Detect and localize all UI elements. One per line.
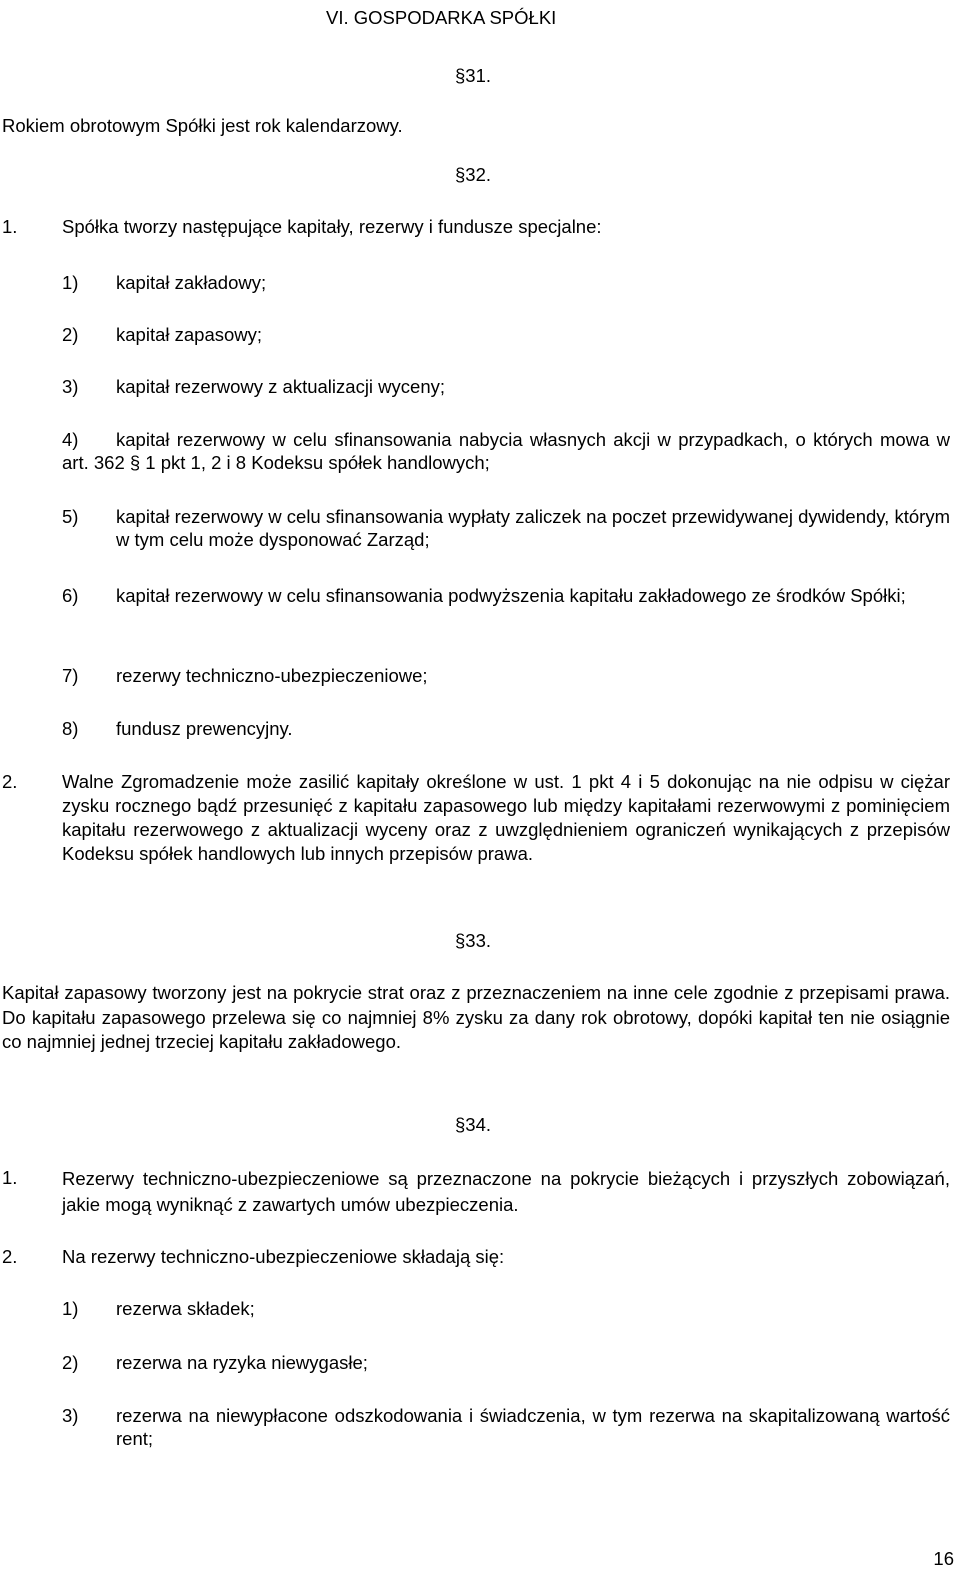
list-item-label: 8) bbox=[62, 718, 79, 739]
list-item-label: 2) bbox=[62, 324, 79, 345]
section-number-34: §34. bbox=[455, 1114, 492, 1135]
list-item-label: 4) bbox=[62, 429, 79, 450]
paragraph-text: Spółka tworzy następujące kapitały, rezerwy i fundusze specjalne: bbox=[62, 216, 602, 237]
page-number: 16 bbox=[933, 1548, 954, 1569]
list-item-text: kapitał zapasowy; bbox=[116, 324, 263, 345]
paragraph-number: 2. bbox=[2, 1246, 18, 1267]
list-item-label: 5) bbox=[62, 506, 79, 527]
paragraph-number: 2. bbox=[2, 771, 18, 792]
list-item-text-content: kapitał rezerwowy w celu sfinansowania nabycia własnych akcji w przypadkach, o których mowa w art. 362 § 1 pkt 1, 2 i 8 Kodeksu spółek handlowych; bbox=[62, 429, 950, 473]
paragraph-number: 1. bbox=[2, 1167, 18, 1188]
list-item-label: 1) bbox=[62, 272, 79, 293]
section-number-33: §33. bbox=[455, 930, 492, 951]
list-item-label: 3) bbox=[62, 376, 79, 397]
list-item-text: kapitał zakładowy; bbox=[116, 272, 267, 293]
list-item-text: rezerwy techniczno-ubezpieczeniowe; bbox=[116, 665, 428, 686]
list-item-text: kapitał rezerwowy w celu sfinansowania wypłaty zaliczek na poczet przewidywanej dywidendy, którym w tym celu może dysponować Zarząd; bbox=[116, 506, 950, 550]
paragraph-text: Rezerwy techniczno-ubezpieczeniowe są przeznaczone na pokrycie bieżących i przyszłych zobowiązań, jakie mogą wyniknąć z zawartych umów ubezpieczenia. bbox=[62, 1168, 950, 1215]
list-item-label: 1) bbox=[62, 1298, 79, 1319]
list-item-text bbox=[62, 428, 950, 474]
list-item-text: fundusz prewencyjny. bbox=[116, 718, 293, 739]
section-31-text: Rokiem obrotowym Spółki jest rok kalendarzowy. bbox=[2, 115, 403, 136]
list-item-label: 3) bbox=[62, 1405, 79, 1426]
list-item-text: rezerwa składek; bbox=[116, 1298, 255, 1319]
paragraph-number: 1. bbox=[2, 216, 18, 237]
paragraph-text: Walne Zgromadzenie może zasilić kapitały określone w ust. 1 pkt 4 i 5 dokonując na nie odpisu w ciężar zysku rocznego bądź przesunięć z kapitału zapasowego lub między kapitałami rezerwowymi z pominięciem kapitału rezerwowego z aktualizacji wyceny oraz z uwzględnieniem ograniczeń wynikających z przepisów Kodeksu spółek handlowych lub innych przepisów prawa. bbox=[62, 771, 950, 864]
list-item-label: 7) bbox=[62, 665, 79, 686]
list-item-label: 2) bbox=[62, 1352, 79, 1373]
chapter-title: VI. GOSPODARKA SPÓŁKI bbox=[326, 7, 557, 28]
list-item-text: kapitał rezerwowy w celu sfinansowania podwyższenia kapitału zakładowego ze środków Spółki; bbox=[116, 585, 906, 606]
list-item-text: rezerwa na ryzyka niewygasłe; bbox=[116, 1352, 368, 1373]
section-number-32: §32. bbox=[455, 164, 492, 185]
section-number-31: §31. bbox=[455, 65, 492, 86]
list-item-label: 6) bbox=[62, 585, 79, 606]
list-item-text: kapitał rezerwowy z aktualizacji wyceny; bbox=[116, 376, 446, 397]
paragraph-text: Na rezerwy techniczno-ubezpieczeniowe składają się: bbox=[62, 1246, 505, 1267]
list-item-text: rezerwa na niewypłacone odszkodowania i świadczenia, w tym rezerwa na skapitalizowaną wartość rent; bbox=[116, 1405, 950, 1449]
section-33-text: Kapitał zapasowy tworzony jest na pokrycie strat oraz z przeznaczeniem na inne cele zgodnie z przepisami prawa. Do kapitału zapasowego przelewa się co najmniej 8% zysku za dany rok obrotowy, dopóki kapitał ten nie osiągnie co najmniej jednej trzeciej kapitału zakładowego. bbox=[2, 982, 950, 1052]
